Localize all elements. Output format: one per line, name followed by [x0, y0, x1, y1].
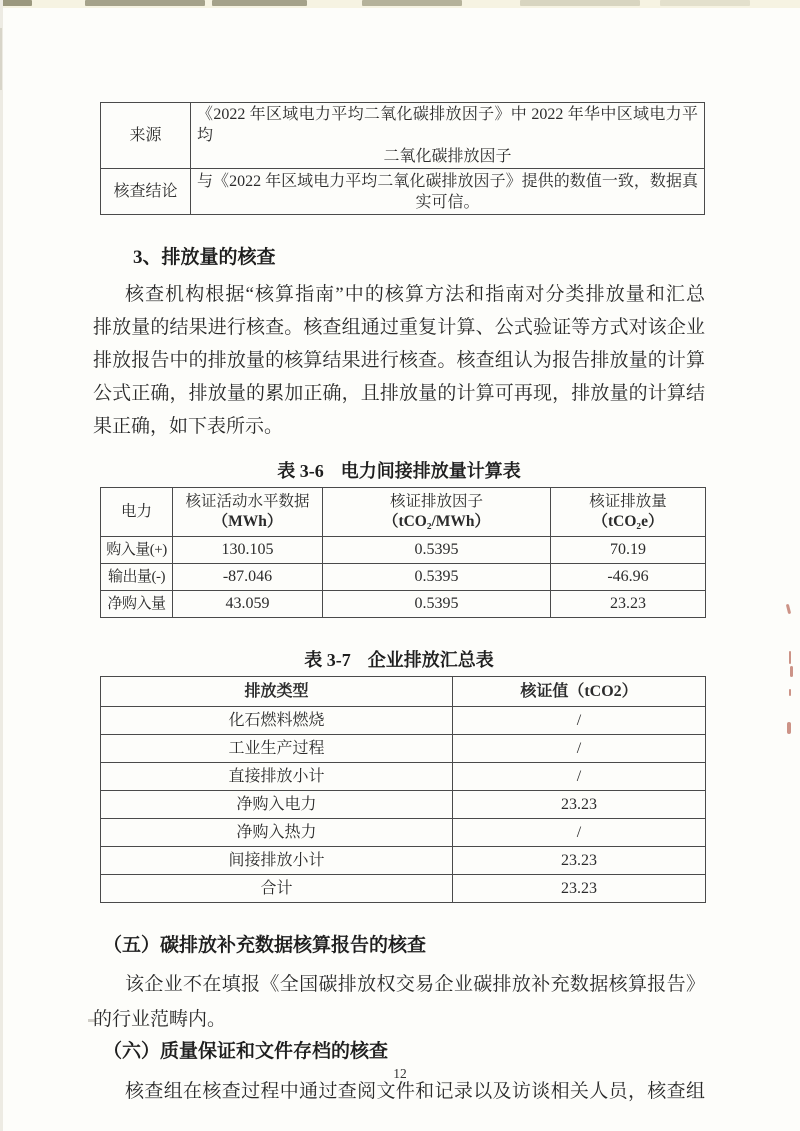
- paragraph-line: 的行业范畴内。: [93, 1009, 227, 1030]
- cell-type: 工业生产过程: [101, 735, 453, 763]
- header-line: 核证排放因子: [389, 493, 483, 510]
- paragraph-line: 排放报告中的排放量的核算结果进行核查。核查组认为报告排放量的计算: [93, 350, 705, 371]
- caption-label: 表 3-6: [277, 461, 324, 481]
- row-label: 购入量(+): [101, 537, 173, 564]
- scan-artifact-left-edge: [0, 0, 3, 1131]
- caption-title: 企业排放汇总表: [367, 650, 494, 670]
- section6-heading: （六）质量保证和文件存档的核查: [103, 1041, 389, 1062]
- table-row-direct-subtotal: [101, 763, 706, 791]
- table-row-purchased: [101, 537, 706, 564]
- table-row-indirect-subtotal: [101, 847, 706, 875]
- row-label: 净购入量: [101, 591, 173, 618]
- conclusion-value-cell: [191, 169, 705, 215]
- cell-value: /: [453, 707, 706, 735]
- table-row-net-heat: [101, 819, 706, 847]
- paragraph-line: 该企业不在填报《全国碳排放权交易企业碳排放补充数据核算报告》: [125, 974, 705, 995]
- caption-title: 电力间接排放量计算表: [340, 461, 521, 481]
- section3-paragraph: [93, 278, 705, 443]
- table-row-conclusion: [101, 169, 705, 215]
- cell-emission: 23.23: [551, 591, 706, 618]
- paragraph-line: 核查机构根据“核算指南”中的核算方法和指南对分类排放量和汇总: [125, 284, 705, 305]
- cell-emission: 70.19: [551, 537, 706, 564]
- cell-value: /: [453, 819, 706, 847]
- cell-activity: 43.059: [173, 591, 323, 618]
- cell-type: 化石燃料燃烧: [101, 707, 453, 735]
- scan-artifact-red-mark: [786, 604, 791, 614]
- scan-artifact-red-mark: [790, 666, 793, 677]
- paragraph-line: 排放量的结果进行核查。核查组通过重复计算、公式验证等方式对该企业: [93, 317, 705, 338]
- scan-artifact-red-mark: [787, 722, 791, 734]
- table-row-total: [101, 875, 706, 903]
- table-header-row: [101, 677, 706, 707]
- header-line: 核证排放量: [589, 493, 667, 510]
- cell-value: /: [453, 735, 706, 763]
- paragraph-line: 公式正确，排放量的累加正确，且排放量的计算可再现，排放量的计算结: [93, 383, 705, 404]
- cell-type: 净购入热力: [101, 819, 453, 847]
- table-row-exported: [101, 564, 706, 591]
- source-label-cell: 来源: [101, 103, 191, 169]
- cell-value: /: [453, 763, 706, 791]
- cell-value: 23.23: [453, 875, 706, 903]
- conclusion-value-line1: 与《2022 年区域电力平均二氧化碳排放因子》提供的数值一致，数据真: [197, 172, 698, 190]
- cell-factor: 0.5395: [323, 564, 551, 591]
- table-3-7-caption: [93, 648, 705, 672]
- cell-value: 23.23: [453, 791, 706, 819]
- section5-paragraph: [93, 967, 705, 1037]
- header-line: 核证活动水平数据: [185, 493, 310, 510]
- page-number: 12: [393, 1066, 407, 1081]
- cell-factor: 0.5395: [323, 537, 551, 564]
- cell-type: 间接排放小计: [101, 847, 453, 875]
- scan-artifact-red-mark: [789, 689, 791, 696]
- table-row-fossil-fuel: [101, 707, 706, 735]
- cell-value: 23.23: [453, 847, 706, 875]
- conclusion-label-cell: 核查结论: [101, 169, 191, 215]
- row-label: 输出量(-): [101, 564, 173, 591]
- cell-type: 净购入电力: [101, 791, 453, 819]
- paragraph-line: 核查组在核查过程中通过查阅文件和记录以及访谈相关人员，核查组: [125, 1081, 705, 1102]
- conclusion-value-line2: 实可信。: [415, 193, 480, 211]
- electricity-indirect-emission-table: [100, 487, 706, 618]
- header-unit: （tCO₂e）: [592, 513, 664, 530]
- header-activity-data: [173, 488, 323, 537]
- section5-heading: （五）碳排放补充数据核算报告的核查: [103, 935, 427, 956]
- cell-type: 合计: [101, 875, 453, 903]
- source-value-cell: [191, 103, 705, 169]
- scan-artifact-red-mark: [789, 651, 791, 664]
- header-emission-type: 排放类型: [101, 677, 453, 707]
- header-electricity: 电力: [101, 488, 173, 537]
- table-row-net-electricity: [101, 791, 706, 819]
- cell-factor: 0.5395: [323, 591, 551, 618]
- enterprise-emission-summary-table: [100, 676, 706, 903]
- table-row-net-purchased: [101, 591, 706, 618]
- cell-emission: -46.96: [551, 564, 706, 591]
- scan-artifact-segment: [0, 0, 32, 6]
- emission-factor-source-table: [100, 102, 705, 215]
- paragraph-line: 果正确，如下表所示。: [93, 416, 284, 437]
- table-row-industrial-process: [101, 735, 706, 763]
- page-content: [93, 0, 705, 1108]
- header-verified-emission: [551, 488, 706, 537]
- section3-heading: 3、排放量的核查: [133, 247, 276, 268]
- header-verified-value: 核证值（tCO2）: [453, 677, 706, 707]
- header-emission-factor: [323, 488, 551, 537]
- header-unit: （MWh）: [212, 513, 283, 530]
- caption-label: 表 3-7: [304, 650, 351, 670]
- source-value-line2: 二氧化碳排放因子: [383, 148, 512, 165]
- table-row-source: [101, 103, 705, 169]
- cell-activity: 130.105: [173, 537, 323, 564]
- source-value-line1: 《2022 年区域电力平均二氧化碳排放因子》中 2022 年华中区域电力平均: [197, 106, 698, 144]
- table-3-6-caption: [93, 459, 705, 483]
- scan-artifact-left-smudge: [0, 28, 2, 90]
- header-unit: （tCO₂/MWh）: [382, 513, 491, 530]
- cell-activity: -87.046: [173, 564, 323, 591]
- cell-type: 直接排放小计: [101, 763, 453, 791]
- table-header-row: [101, 488, 706, 537]
